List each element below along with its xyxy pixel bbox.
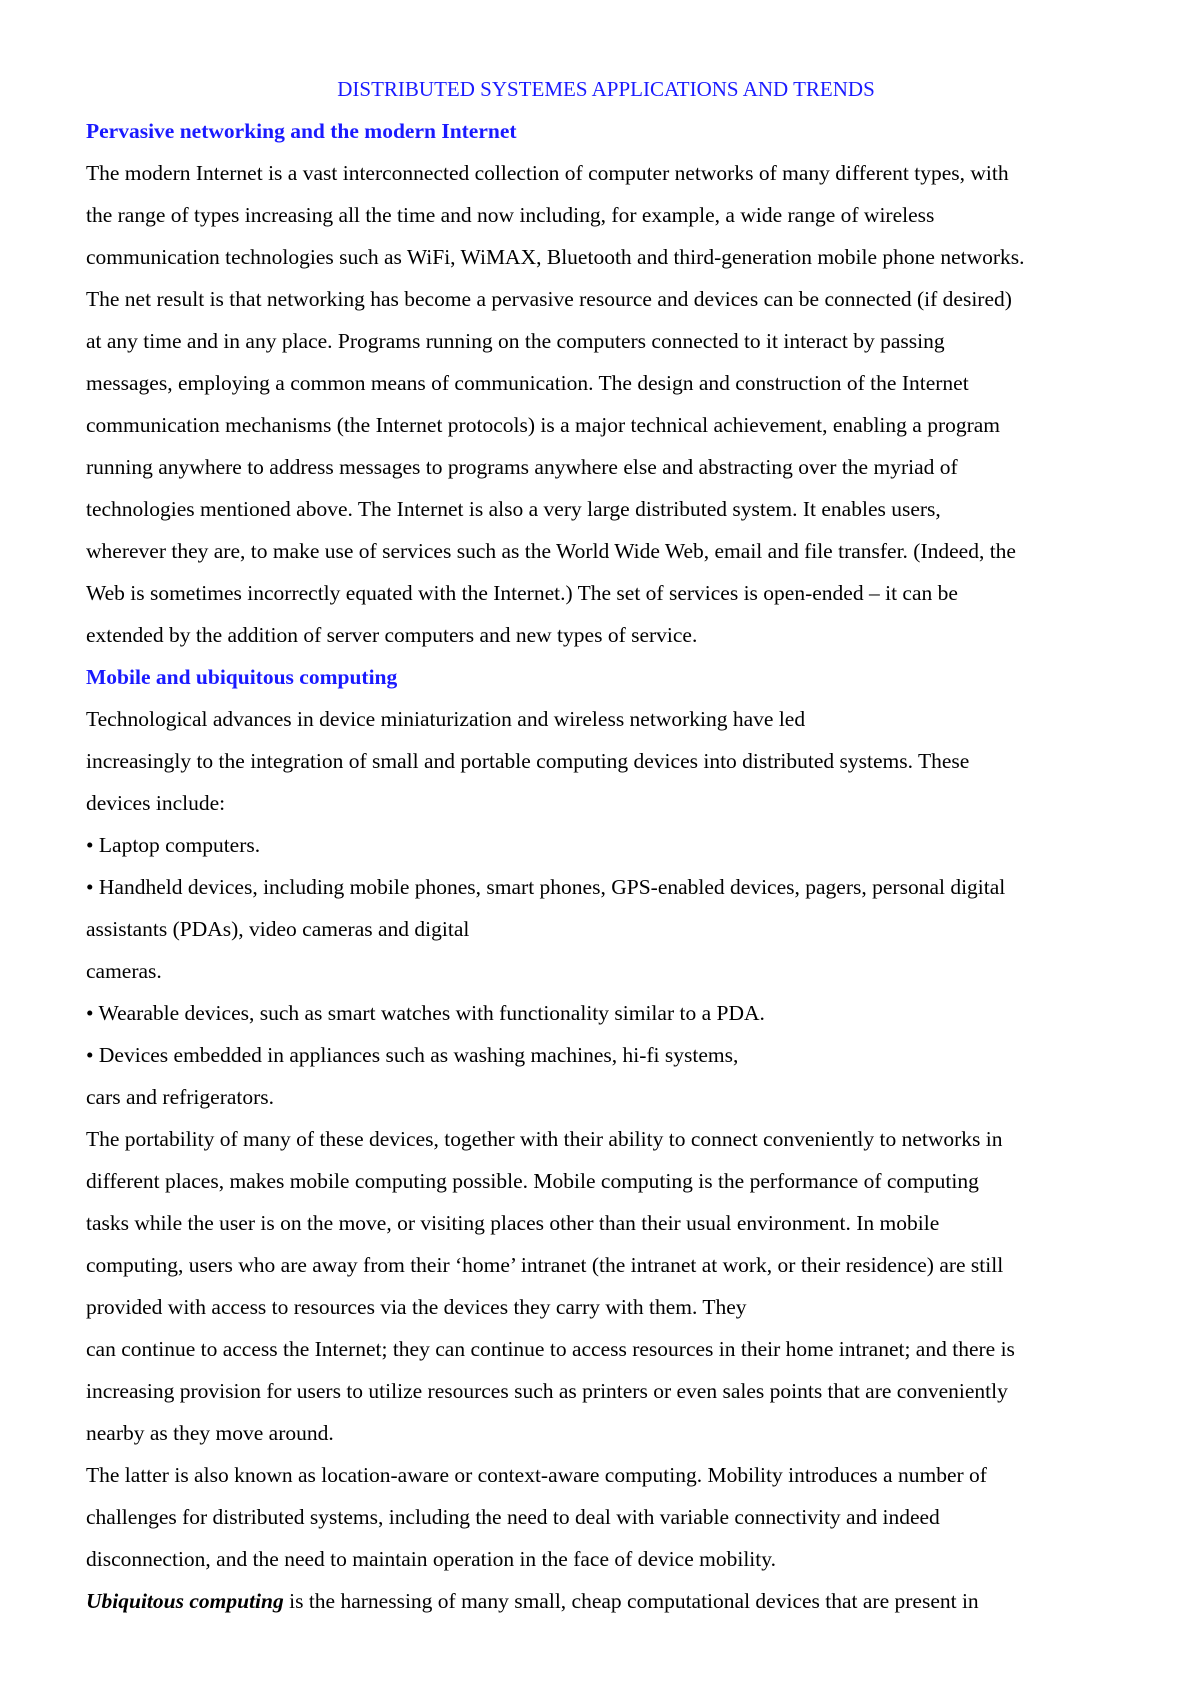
ubiquitous-computing-term: Ubiquitous computing [86,1589,284,1613]
paragraph-line: increasingly to the integration of small and portable computing devices into distributed systems. These [86,749,970,773]
paragraph-line: nearby as they move around. [86,1421,334,1445]
section-heading-mobile-ubiquitous: Mobile and ubiquitous computing [86,665,398,689]
paragraph-line: extended by the addition of server computers and new types of service. [86,623,698,647]
section-body-pervasive-networking [86,152,1146,656]
paragraph-line: assistants (PDAs), video cameras and digital [86,917,470,941]
paragraph-line: different places, makes mobile computing possible. Mobile computing is the performance of computing [86,1169,979,1193]
paragraph-line: devices include: [86,791,226,815]
paragraph-line: can continue to access the Internet; they can continue to access resources in their home intranet; and there is [86,1337,1015,1361]
paragraph-line: tasks while the user is on the move, or visiting places other than their usual environment. In mobile [86,1211,940,1235]
paragraph-line: The net result is that networking has become a pervasive resource and devices can be connected (if desired) [86,287,1012,311]
paragraph-line: the range of types increasing all the time and now including, for example, a wide range of wireless [86,203,935,227]
paragraph-line: The latter is also known as location-aware or context-aware computing. Mobility introduces a number of [86,1463,987,1487]
paragraph-line: running anywhere to address messages to programs anywhere else and abstracting over the myriad of [86,455,958,479]
paragraph-line: communication mechanisms (the Internet protocols) is a major technical achievement, enabling a program [86,413,1001,437]
paragraph-line: • Devices embedded in appliances such as washing machines, hi-fi systems, [86,1043,739,1067]
paragraph-line: increasing provision for users to utilize resources such as printers or even sales points that are conveniently [86,1379,1008,1403]
paragraph-line: communication technologies such as WiFi, WiMAX, Bluetooth and third-generation mobile phone networks. [86,245,1025,269]
paragraph-line: at any time and in any place. Programs running on the computers connected to it interact by passing [86,329,945,353]
paragraph-line: • Laptop computers. [86,833,261,857]
paragraph-line: Technological advances in device miniaturization and wireless networking have led [86,707,806,731]
paragraph-line: provided with access to resources via the devices they carry with them. They [86,1295,747,1319]
paragraph-line: technologies mentioned above. The Internet is also a very large distributed system. It enables users, [86,497,941,521]
ubiquitous-computing-text: is the harnessing of many small, cheap computational devices that are present in [283,1589,979,1613]
paragraph-line: disconnection, and the need to maintain operation in the face of device mobility. [86,1547,776,1571]
document-title: DISTRIBUTED SYSTEMES APPLICATIONS AND TRENDS [337,77,875,101]
section-heading-pervasive-networking: Pervasive networking and the modern Internet [86,119,517,143]
paragraph-line: messages, employing a common means of communication. The design and construction of the Internet [86,371,969,395]
paragraph-line: cars and refrigerators. [86,1085,275,1109]
paragraph-line: cameras. [86,959,162,983]
paragraph-line: computing, users who are away from their ‘home’ intranet (the intranet at work, or their residence) are still [86,1253,1004,1277]
paragraph-line: The modern Internet is a vast interconnected collection of computer networks of many different types, with [86,161,1009,185]
paragraph-line: • Wearable devices, such as smart watches with functionality similar to a PDA. [86,1001,765,1025]
paragraph-line: The portability of many of these devices, together with their ability to connect conveniently to networks in [86,1127,1003,1151]
paragraph-line: • Handheld devices, including mobile phones, smart phones, GPS-enabled devices, pagers, personal digital [86,875,1006,899]
section-body-mobile-ubiquitous [86,698,1146,1580]
paragraph-line: wherever they are, to make use of services such as the World Wide Web, email and file transfer. (Indeed, the [86,539,1016,563]
paragraph-line: Web is sometimes incorrectly equated with the Internet.) The set of services is open-ended – it can be [86,581,958,605]
paragraph-line-ubiquitous-definition [86,1580,1146,1622]
document-page [86,68,1146,1622]
paragraph-line: challenges for distributed systems, including the need to deal with variable connectivity and indeed [86,1505,940,1529]
